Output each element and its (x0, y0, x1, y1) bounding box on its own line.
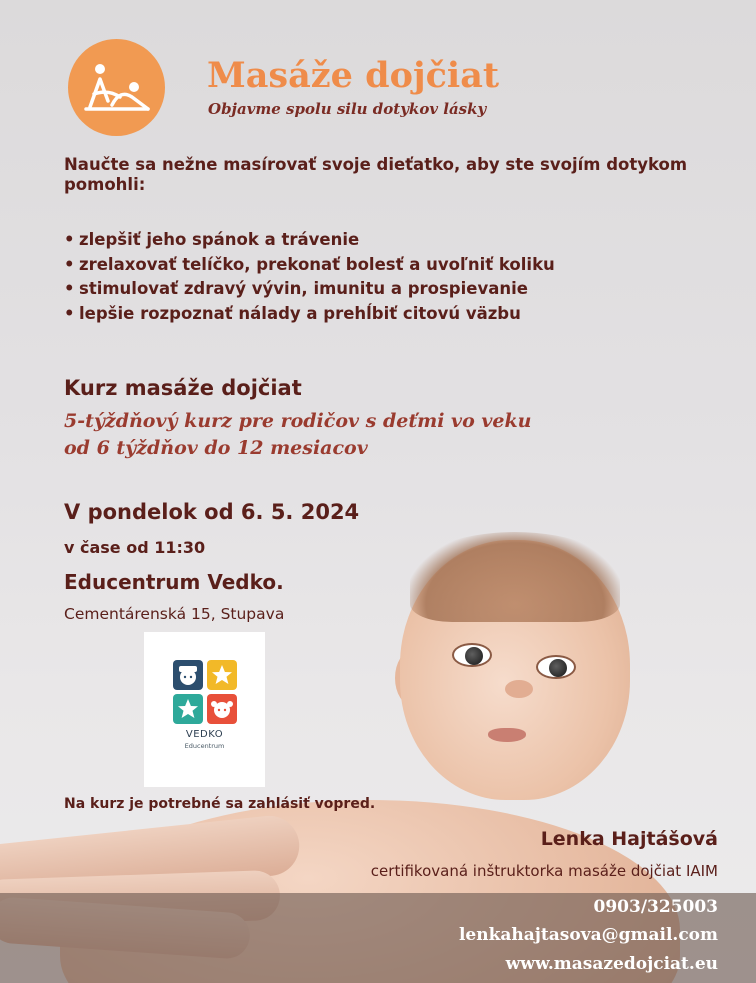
baby-left-eye (452, 643, 492, 667)
bullet-icon: • (64, 254, 75, 274)
vedko-logo-name: VEDKO (185, 729, 224, 740)
benefits-list (64, 228, 555, 326)
course-time: v čase od 11:30 (64, 538, 206, 557)
star-icon (207, 660, 237, 690)
massage-figures-icon (68, 39, 165, 136)
baby-right-eye (536, 655, 576, 679)
instructor-role: certifikovaná inštruktorka masáže dojčiat IAIM (370, 862, 718, 880)
baby-nose (505, 680, 533, 698)
registration-note: Na kurz je potrebné sa zahlásiť vopred. (64, 796, 376, 812)
contact-email[interactable]: lenkahajtasova@gmail.com (458, 925, 718, 945)
list-item: • zlepšiť jeho spánok a trávenie (64, 228, 555, 253)
contact-phone[interactable]: 0903/325003 (593, 897, 718, 917)
star-icon (173, 694, 203, 724)
baby-mouth (488, 728, 526, 742)
boy-face-icon (173, 660, 203, 690)
bullet-icon: • (64, 230, 75, 249)
girl-face-icon (207, 694, 237, 724)
bullet-icon: • (64, 279, 75, 298)
course-date: V pondelok od 6. 5. 2024 (64, 500, 360, 524)
venue-address: Cementárenská 15, Stupava (64, 605, 285, 623)
course-title: Kurz masáže dojčiat (64, 376, 302, 400)
page-title: Masáže dojčiat (207, 55, 500, 96)
instructor-name: Lenka Hajtášová (540, 828, 718, 850)
page-subtitle: Objavme spolu silu dotykov lásky (208, 100, 487, 118)
list-item: • zrelaxovať telíčko, prekonať bolesť a uvoľniť koliku (64, 253, 555, 278)
brand-logo (68, 39, 165, 136)
bullet-icon: • (64, 303, 75, 323)
venue-name: Educentrum Vedko. (64, 570, 284, 594)
vedko-logo-grid (173, 660, 237, 724)
list-item: • lepšie rozpoznať nálady a prehĺbiť citovú väzbu (64, 302, 555, 327)
baby-hair (410, 532, 620, 622)
intro-text: Naučte sa nežne masírovať svoje dieťatko, aby ste svojím dotykom pomohli: (64, 155, 688, 194)
vedko-logo (144, 632, 265, 787)
course-description: 5-týždňový kurz pre rodičov s deťmi vo veku od 6 týždňov do 12 mesiacov (64, 410, 532, 459)
contact-website[interactable]: www.masazedojciat.eu (505, 954, 718, 974)
vedko-logo-subtitle: Educentrum (184, 742, 225, 750)
list-item: • stimulovať zdravý vývin, imunitu a prospievanie (64, 277, 555, 302)
